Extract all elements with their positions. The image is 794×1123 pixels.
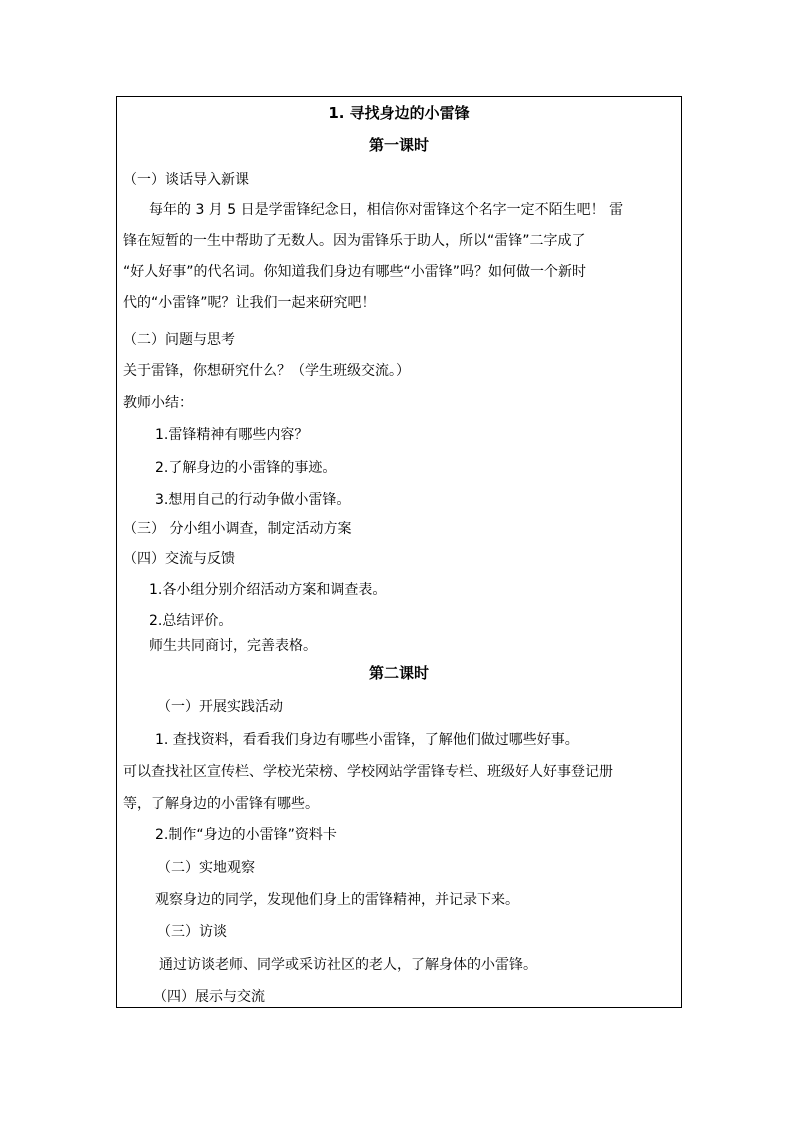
feedback-item-3: 师生共同商讨，完善表格。 [149, 638, 317, 654]
feedback-item-1: 1.各小组分别介绍活动方案和调查表。 [149, 582, 387, 598]
lesson2-heading: 第二课时 [368, 664, 429, 682]
feedback-item-2: 2.总结评价。 [149, 613, 233, 629]
summary-item-3: 3.想用自己的行动争做小雷锋。 [155, 492, 351, 508]
lesson-plan-table [116, 96, 682, 1008]
section3-heading: （三） 分小组小调查，制定活动方案 [123, 521, 352, 537]
part1-item-4: 2.制作“身边的小雷锋”资料卡 [155, 827, 337, 843]
summary-item-1: 1.雷锋精神有哪些内容？ [155, 427, 309, 443]
part4-heading: （四）展示与交流 [153, 989, 265, 1005]
part1-item-3: 等，了解身边的小雷锋有哪些。 [123, 796, 319, 812]
part2-text: 观察身边的同学，发现他们身上的雷锋精神，并记录下来。 [155, 892, 519, 908]
part1-item-1: 1. 查找资料，看看我们身边有哪些小雷锋，了解他们做过哪些好事。 [155, 732, 579, 748]
teacher-summary-label: 教师小结： [123, 395, 193, 411]
section1-heading: （一）谈话导入新课 [123, 172, 249, 188]
summary-item-2: 2.了解身边的小雷锋的事迹。 [155, 460, 337, 476]
section4-heading: （四）交流与反馈 [123, 551, 235, 567]
part1-item-2: 可以查找社区宣传栏、学校光荣榜、学校网站学雷锋专栏、班级好人好事登记册 [123, 764, 613, 780]
lesson1-heading: 第一课时 [368, 136, 429, 154]
intro-paragraph-line-2: 锋在短暂的一生中帮助了无数人。因为雷锋乐于助人，所以“雷锋”二字成了 [123, 233, 586, 249]
part3-text: 通过访谈老师、同学或采访社区的老人，了解身体的小雷锋。 [159, 957, 537, 973]
intro-paragraph-line-4: 代的“小雷锋”呢？让我们一起来研究吧！ [123, 295, 376, 311]
section2-heading: （二）问题与思考 [123, 332, 235, 348]
part1-heading: （一）开展实践活动 [157, 699, 283, 715]
question-line: 关于雷锋，你想研究什么？（学生班级交流。） [123, 363, 410, 379]
intro-paragraph-line-1: 每年的 3 月 5 日是学雷锋纪念日，相信你对雷锋这个名字一定不陌生吧！ 雷 [149, 202, 624, 218]
part3-heading: （三）访谈 [157, 924, 227, 940]
document-title: 1. 寻找身边的小雷锋 [328, 104, 470, 122]
part2-heading: （二）实地观察 [157, 860, 255, 876]
intro-paragraph-line-3: “好人好事”的代名词。你知道我们身边有哪些“小雷锋”吗？如何做一个新时 [123, 264, 587, 280]
